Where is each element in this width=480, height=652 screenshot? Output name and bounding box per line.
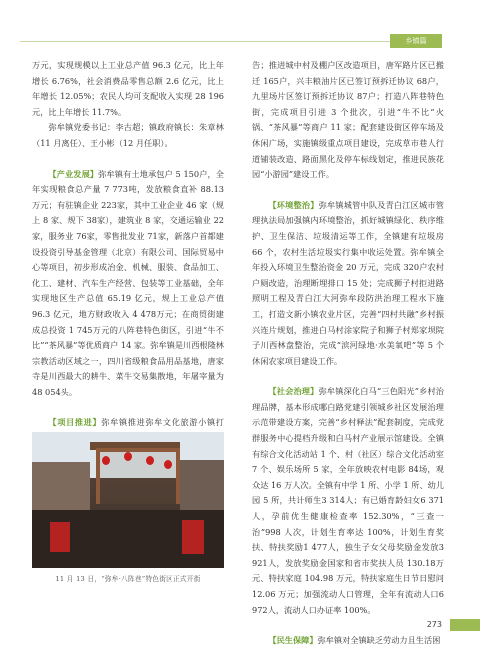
text-welfare: 弥牟镇对全镇缺乏劳动力且生活困 — [317, 635, 441, 646]
heading-project: 【项目推进】 — [48, 417, 102, 428]
street-opening-photo — [32, 432, 224, 568]
header-rule — [20, 41, 410, 42]
text-environment: 弥牟镇城管中队及青白江区城市管理执法局加强镇内环境整治，抓好城镇绿化、秩序维护、卫生保洁、垃圾清运等工作，全镇建有垃圾房 66 个，农村生活垃圾实行集中收运处置。弥牟镇全年投入环境卫生整治资金 20 万元，完成 320户农村户厕改造，治理断埋排口 15 处；完成狮子村拒进路照明工程及青白江大河弥牟段防洪治理工程水下施工，打造文新小镇农业片区，完善“四村共融”乡村振兴连片规划，推进白马村涂家院子和狮子村郑家坝院子川西林盘整治，完成“滨河绿地·水美氧吧”等 5 个休闲农家项目建设工作。 — [252, 199, 444, 366]
paragraph-project-cont: 告；推进城中村及棚户区改造项目，唐军路片区已搬迁 165户，兴丰粮油片区已签订预拆迁协议 68户，九里场片区签订预拆迁协议 87户；打造八阵巷特色街，完成项目引进 3 个批次，引进“牛不比”火锅、“茶风暴”等商户 11 家；配套建设街区停车场及休闲广场，实施镇级重点项目建设，完成草市巷人行道铺装改造、路面黑化及停车标线划定，推进民族花园“小游园”建设工作。 — [252, 60, 444, 180]
left-column — [32, 58, 224, 478]
paragraph-economy: 万元，实现规模以上工业总产值 96.3 亿元，比上年增长 6.76%，社会消费品零售总额 2.6 亿元，比上年增长 12.05%；农民人均可支配收入实现 28 196元，比上年增长 11.7%。 — [32, 60, 224, 117]
heading-social: 【社会治理】 — [268, 386, 319, 397]
photo-caption: 11 月 13 日，“弥牟·八阵巷”特色街区正式开街 — [55, 575, 201, 583]
paragraph-environment — [252, 198, 444, 370]
paragraph-welfare — [252, 633, 444, 649]
right-column — [252, 58, 444, 649]
heading-industry: 【产业发展】 — [48, 168, 99, 179]
heading-environment: 【环境整治】 — [268, 199, 319, 210]
section-tag: 乡镇篇 — [390, 34, 442, 48]
page-number-bar — [450, 619, 480, 631]
paragraph-officials: 弥牟镇党委书记：李古超；镇政府镇长：朱章林（11 月离任）、王小彬（12 月任职）。 — [32, 122, 224, 148]
text-project: 弥牟镇推进弥牟文化旅游小镇打 — [101, 417, 224, 428]
paragraph-industry — [32, 167, 224, 401]
page-number: 273 — [426, 620, 442, 629]
text-social: 弥牟镇深化白马“三色阳光”乡村治理品牌，基本形成哪白路党建引领城乡社区发展治理示范带建设方案，完善“乡村释法”配套制度，完成党群服务中心提档升级和白马村产业展示馆建设。全镇有综合文化活动站 1 个、村（社区）综合文化活动室 7 个、娱乐场所 5 家，全年放映农村电影 84场，观众达 16 万人次。全镇有中学 1 所、小学 1 所、幼儿园 5 所，共计师生3 314人；有已婚育龄妇女6 371人，孕前优生健康检查率 152.30%，“三查一治”998 人次，计划生育率达 100%，计划生育奖扶、特扶奖励1 477人，独生子女父母奖励金发放3 921人，发放奖励金国家和省市奖扶人员 130.18万元、特扶家庭 104.98 万元，特扶家庭生日节日慰问 12.06 万元；加强流动人口管理，全年有流动人口6 972人，流动人口办证率 100%。 — [252, 386, 445, 615]
heading-welfare: 【民生保障】 — [268, 635, 318, 646]
paragraph-social — [252, 384, 444, 618]
text-industry: 弥牟镇有土地承包户 5 150户，全年实现粮食总产量 7 773吨，发放粮食直补 88.13 万元；有驻镇企业 223家，其中工业企业 46 家（规上 8 家、规下 38家），建筑业 8 家，交通运输业 22家，服务业 76家，零售批发业 71家，新落户首都建设投资引导基金管理（北京）有限公司、国际贸易中心等项目，初步形成冶金、机械、服装、食品加工、化工、建材、汽车生产经营、包装等工业基础，全年实现地区生产总值 65.19 亿元，规上工业总产值 96.3 亿元，地方财政收入 4 478万元；在商贸街建成总投资 1 745万元的八阵巷特色街区，引进“牛不比”“茶风暴”等优质商户 14 家。弥牟镇是川西根隆林宗教活动区域之一，四川省级粮食品用品基地，唐家寺是川西最大的耕牛、菜牛交易集散地，年屠宰量为48 054头。 — [32, 168, 224, 397]
